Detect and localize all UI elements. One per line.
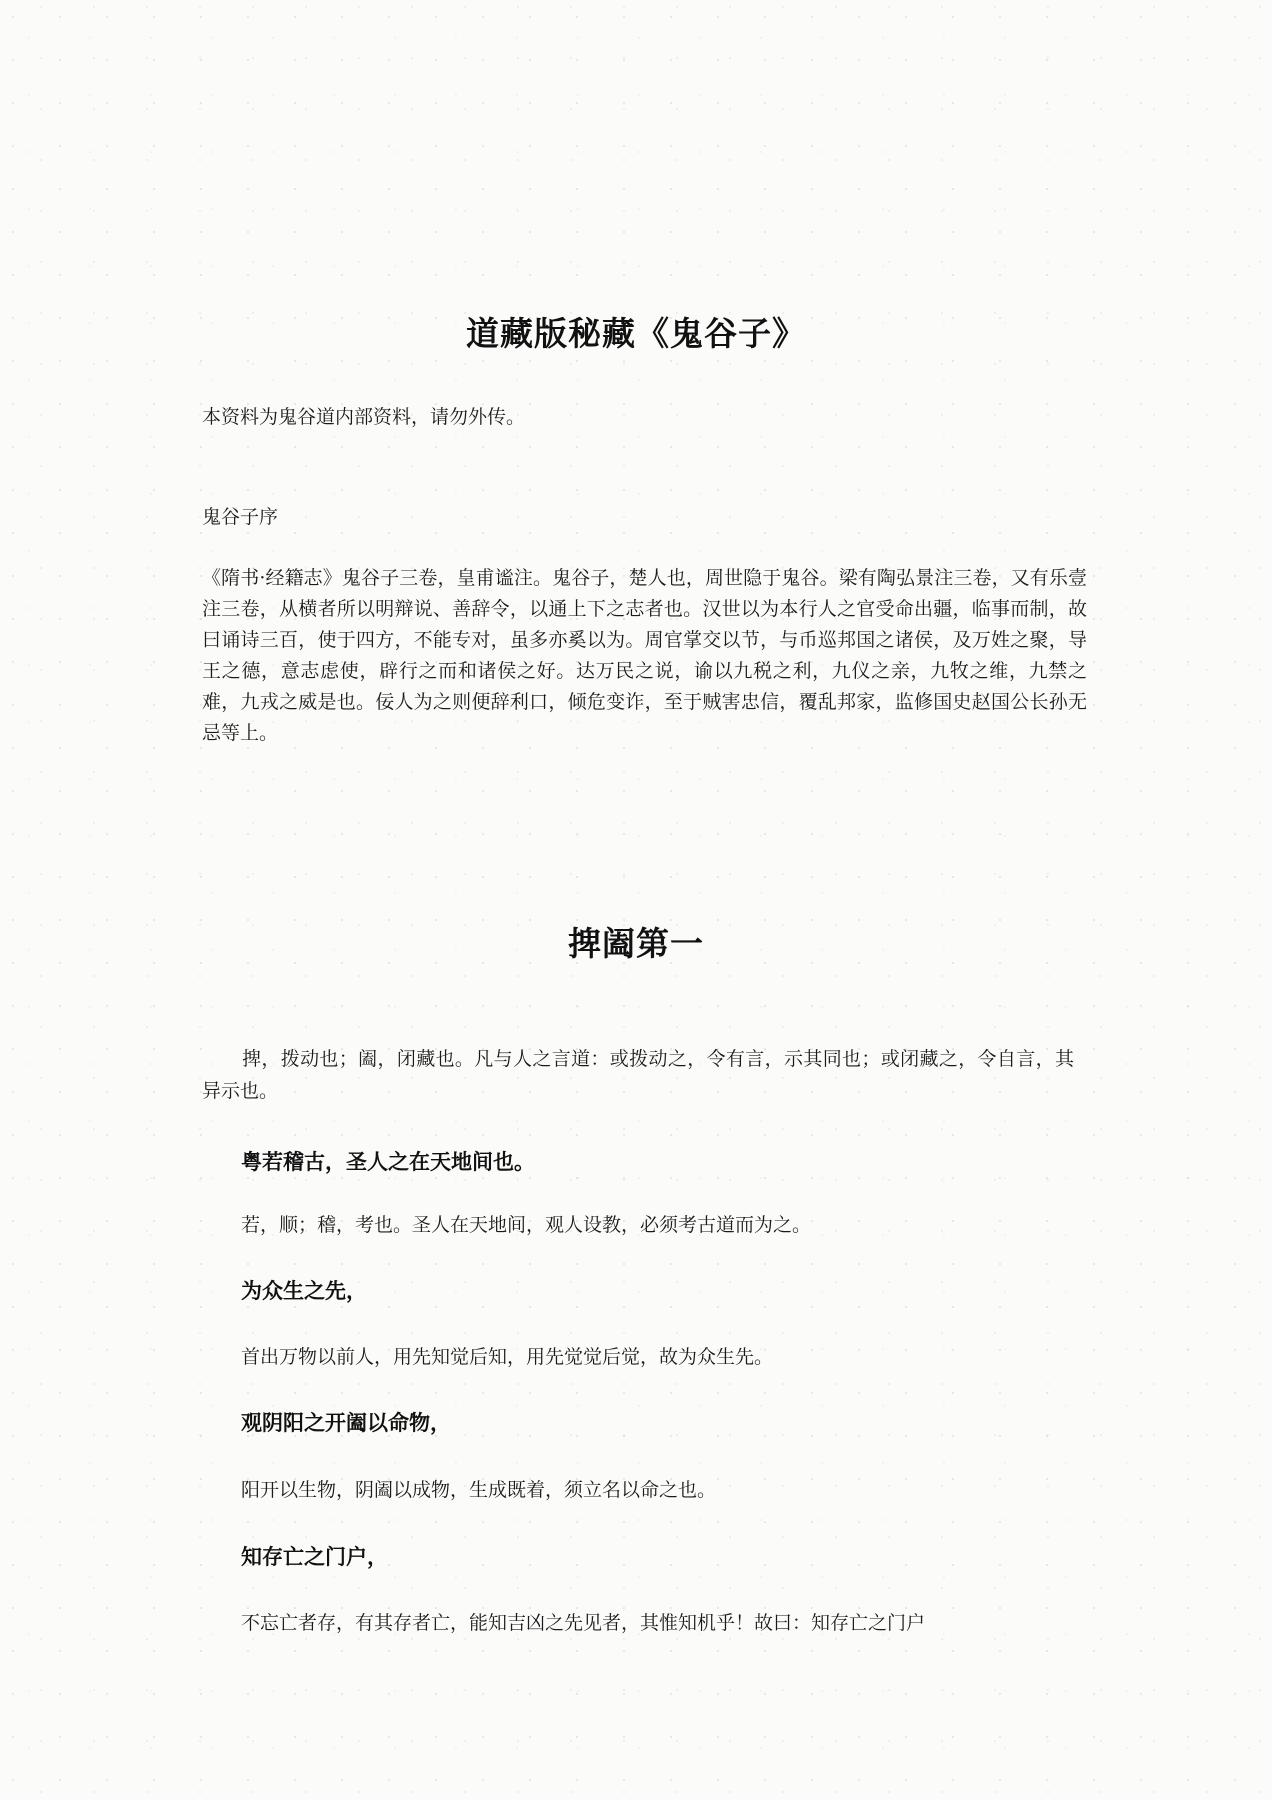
commentary-2: 首出万物以前人，用先知觉后知，用先觉觉后觉，故为众生先。	[241, 1346, 774, 1368]
chapter-intro: 捭，拨动也；阖，闭藏也。凡与人之言道：或拨动之，令有言，示其同也；或闭藏之，令自言，其异示也。	[202, 1048, 1074, 1102]
verse-3: 观阴阳之开阖以命物，	[241, 1410, 451, 1435]
commentary-3: 阳开以生物，阴阖以成物，生成既着，须立名以命之也。	[241, 1479, 717, 1501]
preface-body: 《隋书·经籍志》鬼谷子三卷，皇甫谧注。鬼谷子，楚人也，周世隐于鬼谷。梁有陶弘景注三卷，又有乐壹注三卷，从横者所以明辩说、善辞令，以通上下之志者也。汉世以为本行人之官受命出疆，临事而制，故曰诵诗三百，使于四方，不能专对，虽多亦奚以为。周官掌交以节，与币巡邦国之诸侯，及万姓之聚，导王之德，意志虑使，辟行之而和诸侯之好。达万民之说，谕以九税之利，九仪之亲，九牧之维，九禁之难，九戎之威是也。佞人为之则便辞利口，倾危变诈，至于贼害忠信，覆乱邦家，监修国史赵国公长孙无忌等上。	[202, 567, 1087, 744]
verse-2: 为众生之先，	[241, 1278, 367, 1303]
commentary-1: 若，顺；稽，考也。圣人在天地间，观人设教，必须考古道而为之。	[241, 1214, 812, 1236]
commentary-4: 不忘亡者存，有其存者亡，能知吉凶之先见者，其惟知机乎！故曰：知存亡之门户	[241, 1612, 926, 1634]
document-title: 道藏版秘藏《鬼谷子》	[466, 314, 806, 353]
confidentiality-notice: 本资料为鬼谷道内部资料，请勿外传。	[202, 406, 526, 428]
verse-1: 粤若稽古，圣人之在天地间也。	[241, 1149, 535, 1174]
chapter-title: 捭阖第一	[568, 924, 704, 963]
preface-heading: 鬼谷子序	[202, 506, 279, 528]
verse-4: 知存亡之门户，	[241, 1544, 388, 1569]
